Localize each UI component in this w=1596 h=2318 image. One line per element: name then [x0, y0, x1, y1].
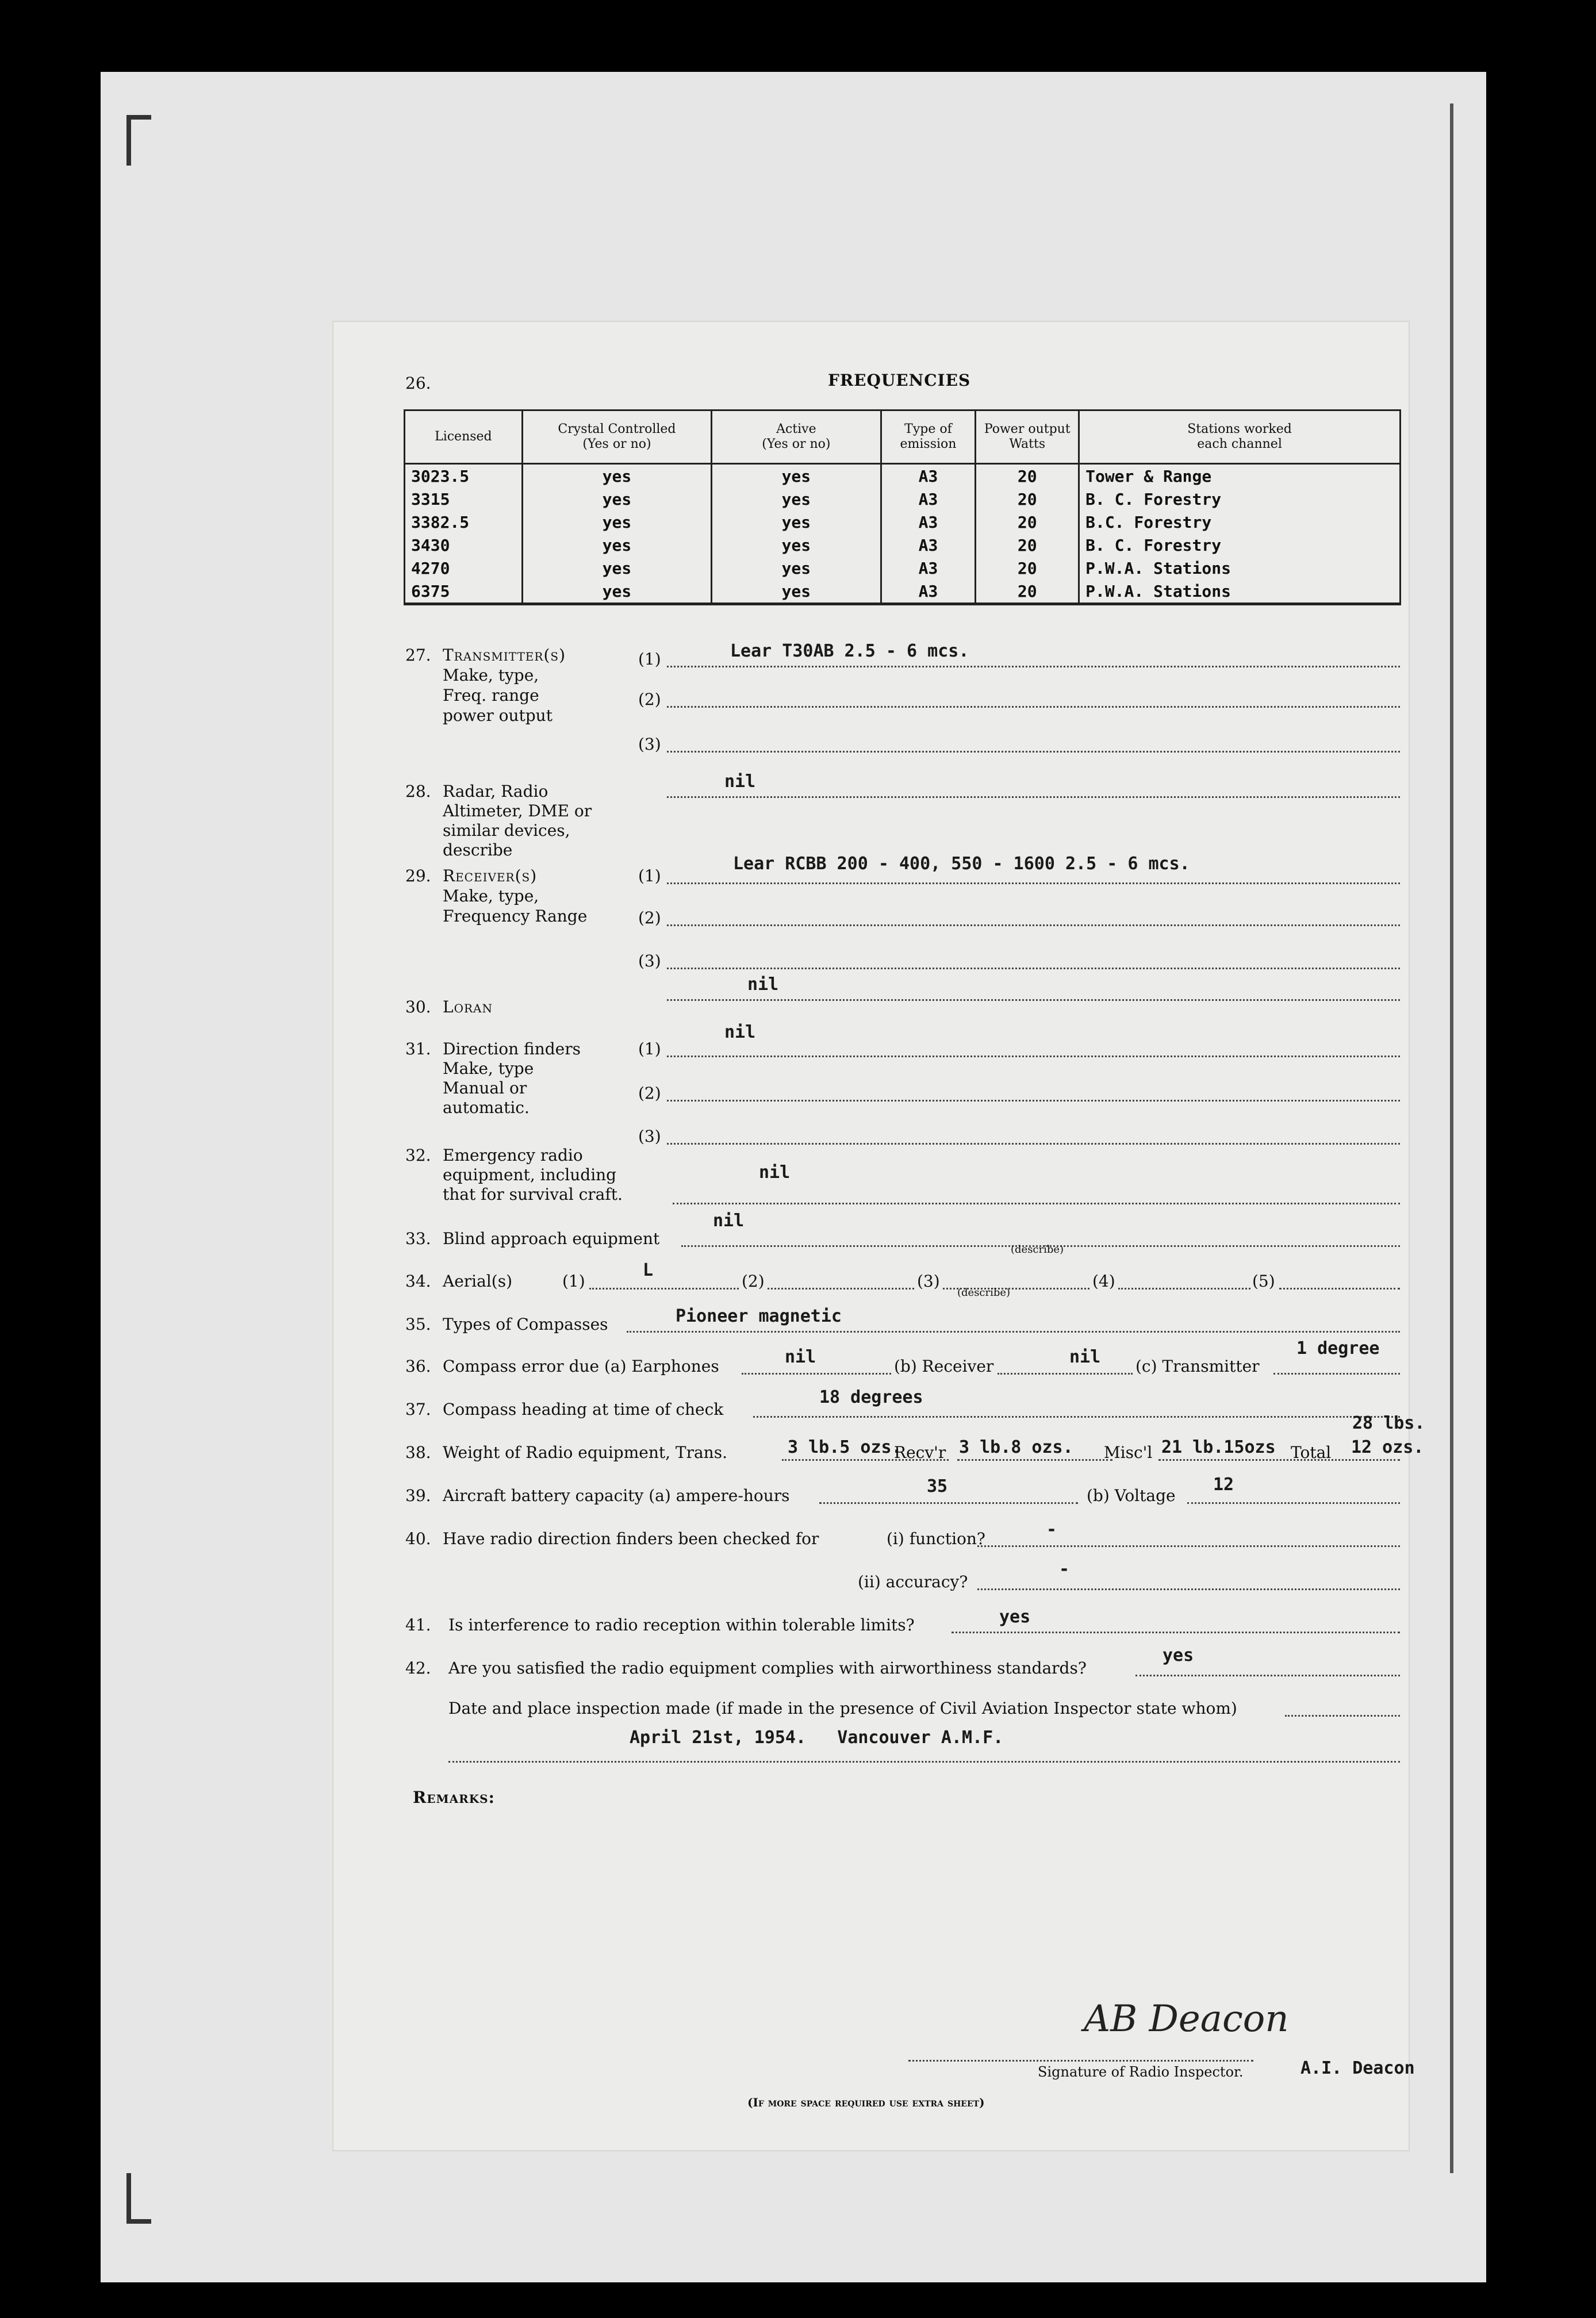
fill-line	[667, 1056, 1400, 1057]
emergency-label: Emergency radio	[443, 1146, 583, 1165]
direction-finders-sub2: Manual or	[443, 1079, 527, 1097]
marker-1: (1)	[638, 650, 661, 669]
fill-line	[1135, 1675, 1400, 1676]
fill-line	[977, 1588, 1400, 1590]
airworthiness-value: yes	[1163, 1645, 1194, 1665]
item-38-number: 38.	[405, 1443, 431, 1462]
df-checked-label: Have radio direction finders been checked for	[443, 1529, 819, 1548]
marker-1: (1)	[638, 866, 661, 885]
battery-voltage-label: (b) Voltage	[1087, 1486, 1176, 1505]
direction-finders-sub3: automatic.	[443, 1098, 530, 1117]
fill-line	[667, 796, 1400, 798]
aerial-marker-3: (3)	[917, 1272, 940, 1291]
fill-line	[667, 751, 1400, 753]
fill-line	[589, 1288, 739, 1290]
col-power-output: Power output Watts	[976, 410, 1079, 464]
footer-note: (If more space required use extra sheet)	[747, 2096, 985, 2109]
marker-2: (2)	[638, 1084, 661, 1103]
fill-line	[753, 1416, 1400, 1418]
item-35-number: 35.	[405, 1315, 431, 1334]
fill-line	[908, 2060, 1253, 2062]
blind-approach-value: nil	[713, 1211, 745, 1231]
aerials-label: Aerial(s)	[443, 1272, 512, 1291]
stations-cell: B.C. Forestry	[1079, 511, 1401, 534]
licensed-cell: 3315	[405, 488, 523, 511]
fill-line	[1285, 1715, 1400, 1717]
weight-total-lbs: 28 lbs.	[1352, 1413, 1425, 1433]
emission-cell: A3	[881, 534, 976, 557]
emission-cell: A3	[881, 464, 976, 488]
battery-voltage-value: 12	[1213, 1475, 1234, 1495]
transmitter-label: Transmitter(s)	[443, 646, 566, 665]
aerial-marker-5: (5)	[1252, 1272, 1275, 1291]
fill-line	[448, 1761, 1400, 1763]
power-cell: 20	[976, 534, 1079, 557]
loran-value: nil	[747, 974, 779, 995]
stations-cell: Tower & Range	[1079, 464, 1401, 488]
receiver-sub1: Make, type,	[443, 886, 539, 905]
licensed-cell: 3430	[405, 534, 523, 557]
emission-cell: A3	[881, 488, 976, 511]
blind-approach-label: Blind approach equipment	[443, 1229, 660, 1248]
stations-cell: B. C. Forestry	[1079, 488, 1401, 511]
fill-line	[1187, 1502, 1400, 1504]
crystal-cell: yes	[522, 511, 711, 534]
transmitter-error-value: 1 degree	[1296, 1338, 1380, 1358]
direction-finders-sub1: Make, type	[443, 1059, 534, 1078]
receiver-value: Lear RCBB 200 - 400, 550 - 1600 2.5 - 6 mcs.	[733, 854, 1190, 874]
weight-total-ozs: 12 ozs.	[1351, 1437, 1424, 1457]
active-cell: yes	[712, 511, 881, 534]
item-31-number: 31.	[405, 1039, 431, 1058]
item-29-number: 29.	[405, 866, 431, 885]
df-function-label: (i) function?	[887, 1529, 985, 1548]
weight-recv-label: Recv'r	[894, 1443, 946, 1462]
loran-label: Loran	[443, 997, 493, 1016]
transmitter-error-label: (c) Transmitter	[1135, 1357, 1260, 1376]
power-cell: 20	[976, 557, 1079, 580]
weight-label: Weight of Radio equipment, Trans.	[443, 1443, 727, 1462]
airworthiness-label: Are you satisfied the radio equipment complies with airworthiness standards?	[448, 1659, 1087, 1678]
item-27-number: 27.	[405, 646, 431, 665]
fill-line	[667, 1143, 1400, 1145]
emergency-sub2: that for survival craft.	[443, 1185, 623, 1204]
col-crystal-controlled: Crystal Controlled (Yes or no)	[522, 410, 711, 464]
fill-line	[667, 666, 1400, 667]
fill-line	[1118, 1288, 1250, 1290]
aerial-marker-4: (4)	[1092, 1272, 1115, 1291]
licensed-cell: 3023.5	[405, 464, 523, 488]
fill-line	[1279, 1288, 1400, 1290]
active-cell: yes	[712, 534, 881, 557]
col-type-of-emission: Type of emission	[881, 410, 976, 464]
transmitter-sub2: Freq. range	[443, 686, 539, 705]
heading-label: Compass heading at time of check	[443, 1400, 724, 1419]
receiver-error-value: nil	[1069, 1347, 1101, 1367]
fill-line	[819, 1502, 1078, 1504]
crystal-cell: yes	[522, 488, 711, 511]
active-cell: yes	[712, 557, 881, 580]
item-32-number: 32.	[405, 1146, 431, 1165]
licensed-cell: 4270	[405, 557, 523, 580]
fill-line	[977, 1545, 1400, 1547]
item-42-number: 42.	[405, 1659, 431, 1678]
crystal-cell: yes	[522, 534, 711, 557]
interference-value: yes	[999, 1607, 1031, 1627]
marker-3: (3)	[638, 735, 661, 754]
crop-mark-right	[1443, 103, 1453, 2173]
date-place-value: April 21st, 1954. Vancouver A.M.F.	[630, 1728, 1004, 1748]
emergency-value: nil	[759, 1162, 791, 1183]
aerial-value-1: L	[643, 1260, 654, 1280]
licensed-cell: 3382.5	[405, 511, 523, 534]
fill-line	[667, 706, 1400, 708]
item-39-number: 39.	[405, 1486, 431, 1505]
frequencies-title: FREQUENCIES	[828, 371, 971, 390]
earphones-value: nil	[785, 1347, 816, 1367]
marker-2: (2)	[638, 908, 661, 927]
direction-finders-value: nil	[724, 1022, 756, 1042]
fill-line	[957, 1459, 1112, 1461]
power-cell: 20	[976, 511, 1079, 534]
radar-value: nil	[724, 772, 756, 792]
fill-line	[667, 968, 1400, 969]
battery-ampere-value: 35	[927, 1476, 948, 1496]
crystal-cell: yes	[522, 464, 711, 488]
fill-line	[667, 999, 1400, 1001]
fill-line	[1273, 1373, 1400, 1375]
item-28-number: 28.	[405, 782, 431, 801]
weight-trans-value: 3 lb.5 ozs.	[788, 1437, 902, 1457]
describe-note: (describe)	[957, 1287, 1011, 1299]
aerial-marker-2: (2)	[742, 1272, 765, 1291]
item-30-number: 30.	[405, 997, 431, 1016]
emission-cell: A3	[881, 580, 976, 604]
df-function-value: -	[1046, 1519, 1057, 1540]
crop-mark-bottom-left	[126, 2173, 151, 2224]
receiver-sub2: Frequency Range	[443, 907, 588, 926]
battery-label: Aircraft battery capacity (a) ampere-hours	[443, 1486, 790, 1505]
transmitter-sub3: power output	[443, 706, 553, 725]
stations-cell: B. C. Forestry	[1079, 534, 1401, 557]
date-place-label: Date and place inspection made (if made in the presence of Civil Aviation Inspector state whom)	[448, 1699, 1237, 1718]
active-cell: yes	[712, 464, 881, 488]
fill-line	[673, 1203, 1400, 1204]
col-stations-worked: Stations worked each channel	[1079, 410, 1401, 464]
item-34-number: 34.	[405, 1272, 431, 1291]
crystal-cell: yes	[522, 580, 711, 604]
heading-value: 18 degrees	[819, 1387, 923, 1407]
direction-finders-label: Direction finders	[443, 1039, 581, 1058]
remarks-label: Remarks:	[413, 1788, 495, 1807]
df-accuracy-label: (ii) accuracy?	[858, 1572, 968, 1591]
compasses-value: Pioneer magnetic	[676, 1306, 842, 1326]
weight-misc-value: 21 lb.15ozs	[1161, 1437, 1276, 1457]
power-cell: 20	[976, 488, 1079, 511]
radar-sub1: Altimeter, DME or	[443, 801, 592, 820]
df-accuracy-value: -	[1059, 1559, 1070, 1579]
describe-note: (describe)	[1011, 1244, 1064, 1256]
fill-line	[768, 1288, 914, 1290]
receiver-error-label: (b) Receiver	[894, 1357, 994, 1376]
table-row	[405, 580, 1401, 604]
inspector-signature: AB Deacon	[1084, 1998, 1289, 2040]
col-licensed: Licensed	[405, 410, 523, 464]
fill-line	[667, 1100, 1400, 1102]
emission-cell: A3	[881, 511, 976, 534]
interference-label: Is interference to radio reception within tolerable limits?	[448, 1615, 915, 1634]
marker-3: (3)	[638, 1127, 661, 1146]
fill-line	[1158, 1459, 1400, 1461]
crystal-cell: yes	[522, 557, 711, 580]
fill-line	[742, 1373, 891, 1375]
item-37-number: 37.	[405, 1400, 431, 1419]
fill-line	[667, 924, 1400, 926]
fill-line	[667, 882, 1400, 884]
table-row	[405, 534, 1401, 557]
table-row	[405, 511, 1401, 534]
frequencies-table	[404, 409, 1401, 605]
fill-line	[627, 1331, 1400, 1333]
fill-line	[998, 1373, 1133, 1375]
stations-cell: P.W.A. Stations	[1079, 580, 1401, 604]
radar-sub3: describe	[443, 841, 513, 859]
item-40-number: 40.	[405, 1529, 431, 1548]
table-row	[405, 464, 1401, 488]
inspector-name: A.I. Deacon	[1300, 2058, 1415, 2078]
col-active: Active (Yes or no)	[712, 410, 881, 464]
aerial-marker-1: (1)	[562, 1272, 585, 1291]
marker-3: (3)	[638, 951, 661, 970]
transmitter-value: Lear T30AB 2.5 - 6 mcs.	[730, 641, 969, 661]
receiver-label: Receiver(s)	[443, 866, 538, 885]
marker-1: (1)	[638, 1039, 661, 1058]
weight-misc-label: Misc'l	[1104, 1443, 1153, 1462]
active-cell: yes	[712, 580, 881, 604]
compass-error-label: Compass error due (a) Earphones	[443, 1357, 719, 1376]
power-cell: 20	[976, 580, 1079, 604]
table-row	[405, 557, 1401, 580]
licensed-cell: 6375	[405, 580, 523, 604]
weight-total-label: Total	[1291, 1443, 1332, 1462]
fill-line	[952, 1632, 1400, 1633]
marker-2: (2)	[638, 690, 661, 709]
compasses-label: Types of Compasses	[443, 1315, 608, 1334]
item-36-number: 36.	[405, 1357, 431, 1376]
weight-recv-value: 3 lb.8 ozs.	[959, 1437, 1073, 1457]
stations-cell: P.W.A. Stations	[1079, 557, 1401, 580]
emergency-sub1: equipment, including	[443, 1165, 617, 1184]
power-cell: 20	[976, 464, 1079, 488]
crop-mark-top-left	[126, 115, 151, 166]
emission-cell: A3	[881, 557, 976, 580]
signature-label: Signature of Radio Inspector.	[1038, 2064, 1244, 2080]
section-number: 26.	[405, 374, 431, 393]
radar-label: Radar, Radio	[443, 782, 548, 801]
radar-sub2: similar devices,	[443, 821, 570, 840]
table-row	[405, 488, 1401, 511]
active-cell: yes	[712, 488, 881, 511]
item-41-number: 41.	[405, 1615, 431, 1634]
transmitter-sub1: Make, type,	[443, 666, 539, 685]
item-33-number: 33.	[405, 1229, 431, 1248]
